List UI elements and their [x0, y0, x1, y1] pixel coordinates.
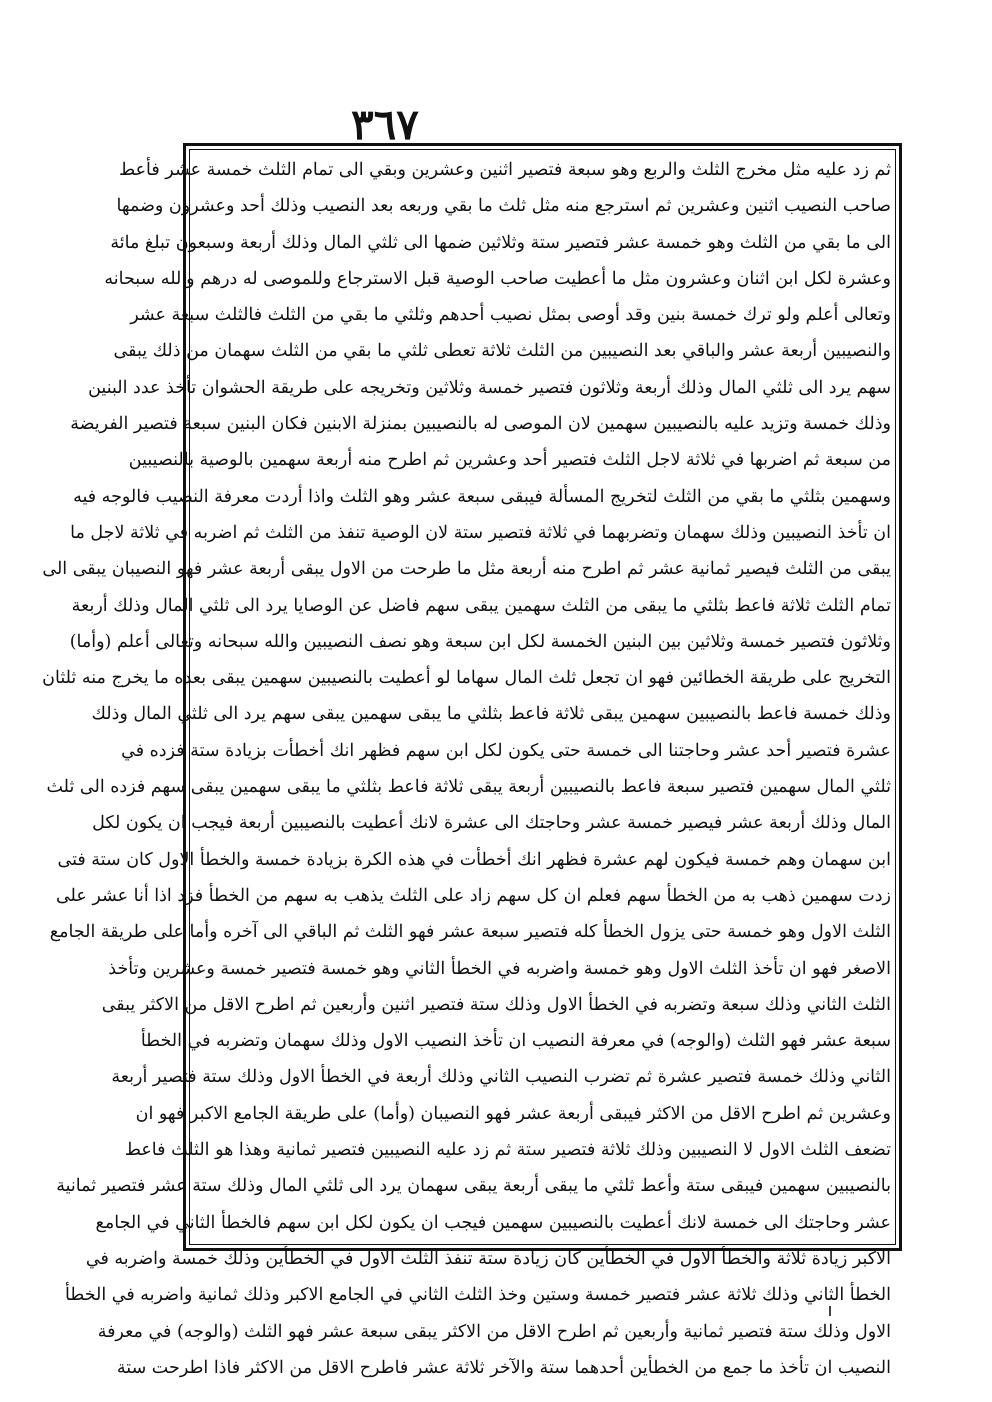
- text-line: ثم زد عليه مثل مخرج الثلث والربع وهو سبعة فتصير اثنين وعشرين وبقي الى تمام الثلث خمسة عشر فأعط: [118, 160, 891, 180]
- text-body: [42, 152, 891, 1378]
- text-line: الثاني وذلك خمسة فتصير عشرة ثم تضرب النصيب الثاني وذلك أربعة في الخطأ الاول وذلك ستة فتصير أربعة: [111, 1067, 891, 1088]
- text-line: يبقى من الثلث فيصير ثمانية عشر ثم اطرح منه أربعة مثل ما طرحت من الاول يبقى أربعة عشر فهو النصيبان يبقى الى: [42, 559, 891, 580]
- text-line: وذلك خمسة وتزيد عليه بالنصيبين سهمين لان الموصى له بالنصيبين بمنزلة الابنين فكان البنين سبعة فتصير الفريضة: [70, 414, 891, 435]
- text-line: صاحب النصيب اثنين وعشرين ثم استرجع منه مثل ثلث ما بقي وربعه بعد النصيب وذلك أحد وعشرون وضمها: [116, 196, 891, 217]
- text-line: وعشرة لكل ابن اثنان وعشرون مثل ما أعطيت صاحب الوصية قبل الاسترجاع وللموصى له درهم والله سبحانه: [104, 268, 891, 289]
- text-line: وتعالى أعلم ولو ترك خمسة بنين وقد أوصى بمثل نصيب أحدهم وثلثي ما بقي من الثلث فالثلث سبعة عشر: [130, 305, 891, 326]
- text-line: التخريج على طريقة الخطائين فهو ان تجعل ثلث المال سهاما لو أعطيت بالنصيبين سهمين يبقى بعده ما يخرج منه ثلثان: [42, 668, 891, 689]
- text-line: من سبعة ثم اضربها في ثلاثة لاجل الثلث فتصير أحد وعشرين ثم اطرح منه أربعة سهمين بالوصية بالنصيبين: [128, 450, 891, 471]
- text-line: وثلاثون فتصير خمسة وثلاثين بين البنين الخمسة لكل ابن سبعة وهو نصف النصيبين والله سبحانه وتعالى أعلم (وأما): [69, 631, 891, 652]
- text-line: عشر وحاجتك الى خمسة لانك أعطيت بالنصيبين سهمين فيجب ان يكون لكل ابن سهم فالخطأ الثاني في الجامع: [95, 1212, 891, 1233]
- text-line: سبعة عشر فهو الثلث (والوجه) في معرفة النصيب ان تأخذ النصيب الاول وذلك سهمان وتضربه في الخطأ: [140, 1031, 891, 1052]
- text-line: ان تأخذ النصيبين وذلك سهمان وتضربهما في ثلاثة فتصير ستة لان الوصية تنفذ من الثلث ثم اضربه في ثلاثة لاجل ما: [70, 522, 891, 543]
- text-line: بالنصيبين سهمين فيبقى ستة وأعط ثلثي ما يبقى أربعة يبقى سهمان يرد الى ثلثي المال وذلك ستة عشر فتصير ثمانية: [56, 1176, 891, 1197]
- text-line: عشرة فتصير أحد عشر وحاجتنا الى خمسة حتى يكون لكل ابن سهم فظهر انك أخطأت بزيادة ستة فزده في: [121, 740, 891, 761]
- text-line: ابن سهمان وهم خمسة فيكون لهم عشرة فظهر انك أخطأت في هذه الكرة بزيادة خمسة والخطأ الاول كان ستة فتى: [57, 849, 891, 870]
- text-line: الثلث الاول وهو خمسة حتى يزول الخطأ كله فتصير سبعة عشر فهو الثلث ثم الباقي الى آخره وأما على طريقة الجامع: [49, 922, 891, 943]
- text-line: الاصغر فهو ان تأخذ الثلث الاول وهو خمسة واضربه في الخطأ الثاني وهو خمسة فتصير خمسة وعشرين وتأخذ: [108, 958, 891, 979]
- stray-mark: [829, 1306, 831, 1316]
- text-line: وسهمين بثلثي ما بقي من الثلث لتخريج المسألة فيبقى سبعة عشر وهو الثلث واذا أردت معرفة النصيب فالوجه فيه: [73, 486, 891, 507]
- page-number: ٣٦٧: [351, 100, 419, 149]
- text-line: الثلث الثاني وذلك سبعة وتضربه في الخطأ الاول وذلك ستة فتصير اثنين وأربعين ثم اطرح الاقل من الاكثر يبقى: [101, 994, 891, 1015]
- text-line: تضعف الثلث الاول لا النصيبين وذلك ثلاثة فتصير ستة ثم زد عليه النصيبين فتصير ثمانية وهذا هو الثلث فاعط: [124, 1140, 891, 1161]
- text-line: المال وذلك أربعة عشر فيصير خمسة عشر وحاجتك الى عشرة لانك أعطيت بالنصيبين أربعة فيجب ان يكون لكل: [92, 813, 891, 834]
- text-line: الاول وذلك ستة فتصير ثمانية وأربعين ثم اطرح الاقل من الاكثر يبقى سبعة عشر فهو الثلث (والوجه) في معرفة: [97, 1321, 891, 1342]
- text-line: الخطأ الثاني وذلك ثلاثة عشر فتصير خمسة وستين وخذ الثلث الثاني في الجامع الاكبر وذلك ثمانية واضربه في الخطأ: [65, 1285, 891, 1306]
- text-line: الى ما بقي من الثلث وهو خمسة عشر فتصير ستة وثلاثين ضمها الى ثلثي المال وذلك أربعة وسبعون تبلغ مائة: [110, 232, 891, 253]
- text-line: سهم يرد الى ثلثي المال وذلك أربعة وثلاثون فتصير خمسة وثلاثين وتخريجه على طريقة الحشوان تأخذ عدد البنين: [88, 377, 891, 398]
- text-line: والنصيبين أربعة عشر والباقي بعد النصيبين من الثلث ثلاثة تعطى ثلثي ما بقي من الثلث سهمان من ذلك يبقى: [113, 341, 891, 362]
- text-line: ثلثي المال سهمين فتصير سبعة فاعط بالنصيبين أربعة يبقى ثلاثة فاعط بثلثي ما يبقى سهمين يبقى سهم فزده الى ثلث: [46, 777, 891, 798]
- text-line: النصيب ان تأخذ ما جمع من الخطأين أحدهما ستة والآخر ثلاثة عشر فاطرح الاقل من الاكثر فاذا اطرحت ستة: [116, 1357, 891, 1378]
- text-line: تمام الثلث ثلاثة فاعط بثلثي ما يبقى من الثلث سهمين يبقى سهم فاضل عن الوصايا يرد الى ثلثي المال وذلك أربعة: [71, 595, 891, 616]
- text-frame: [42, 143, 902, 1378]
- text-line: الاكبر زيادة ثلاثة والخطأ الاول في الخطأين كان زيادة ستة تنفذ الثلث الاول في الخطأين وذلك خمسة واضربه في: [85, 1248, 891, 1269]
- text-line: وعشرين ثم اطرح الاقل من الاكثر فيبقى أربعة عشر فهو النصيبان (وأما) على طريقة الجامع الاكبر فهو ان: [135, 1103, 891, 1124]
- text-line: وذلك خمسة فاعط بالنصيبين سهمين يبقى ثلاثة فاعط بثلثي ما يبقى سهمين يبقى سهم يرد الى ثلثي المال وذلك: [91, 704, 891, 725]
- text-line: زدت سهمين ذهب به من الخطأ سهم فعلم ان كل سهم زاد على الثلث يذهب به سهم من الخطأ فزد اذا أنا عشر على: [55, 885, 891, 906]
